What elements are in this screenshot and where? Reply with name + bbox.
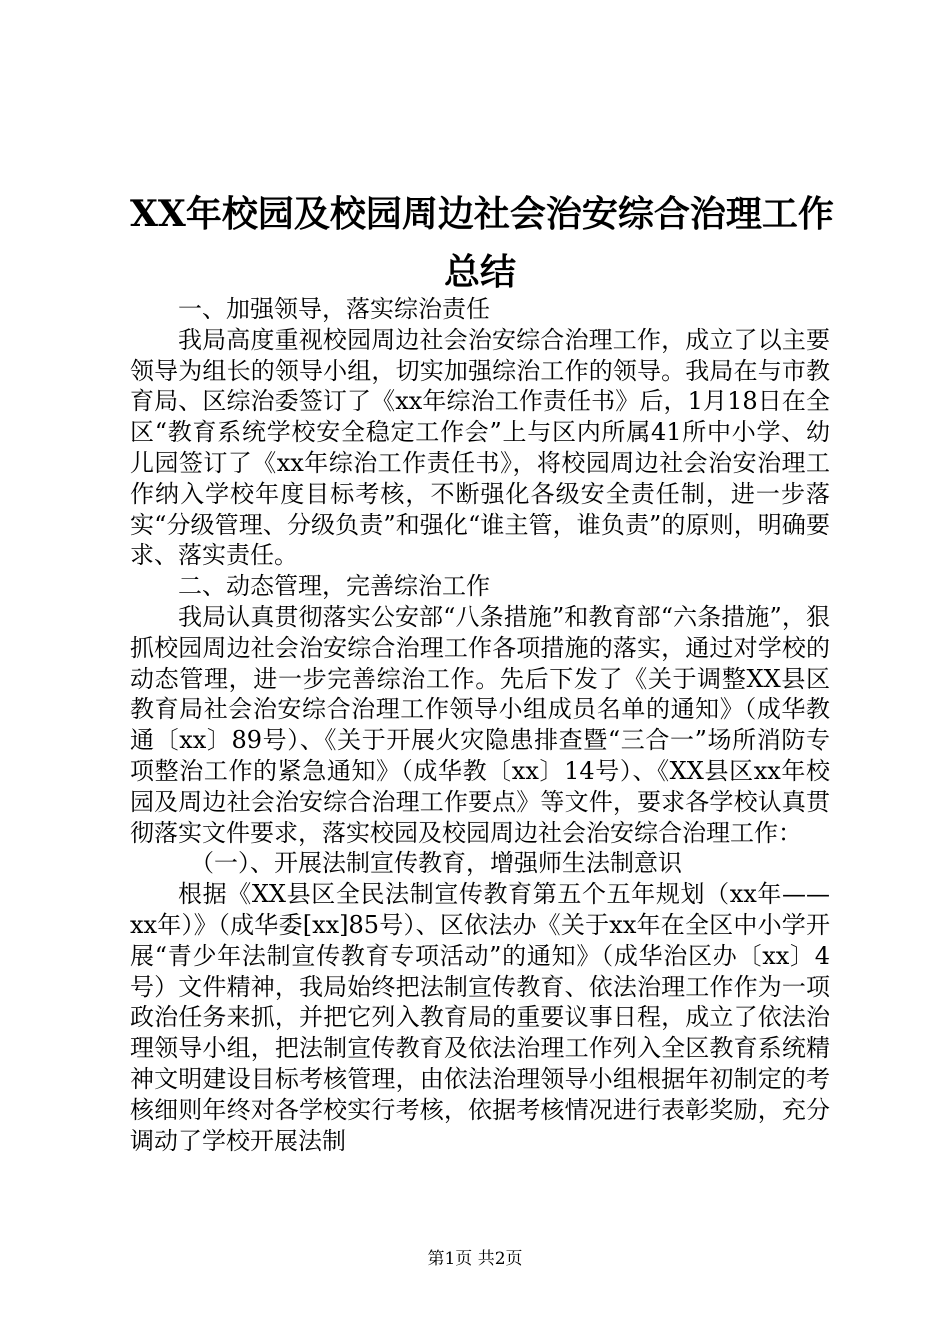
section2-heading: 二、动态管理，完善综治工作 xyxy=(178,572,490,601)
section2-paragraph: 我局认真贯彻落实公安部“八条措施”和教育部“六条措施”，狠抓校园周边社会治安综合治理工作各项措施的落实，通过对学校的动态管理，进一步完善综治工作。先后下发了《关于调整XX县区教育局社会治安综合治理工作领导小组成员名单的通知》（成华教通〔xx〕89号）、《关于开展火灾隐患排查暨“三合一”场所消防专项整治工作的紧急通知》（成华教〔xx〕14号）、《XX县区xx年校园及周边社会治安综合治理工作要点》等文件，要求各学校认真贯彻落实文件要求，落实校园及校园周边社会治安综合治理工作： xyxy=(130,602,830,847)
section1-heading: 一、加强领导，落实综治责任 xyxy=(178,295,490,323)
document-body xyxy=(130,294,830,1156)
document-title-line2: 总结 xyxy=(443,251,516,293)
subsection1-paragraph: 根据《XX县区全民法制宣传教育第五个五年规划（xx年——xx年）》（成华委[xx]85号）、区依法办《关于xx年在全区中小学开展“青少年法制宣传教育专项活动”的通知》（成华治区办〔xx〕4号）文件精神，我局始终把法制宣传教育、依法治理工作作为一项政治任务来抓，并把它列入教育局的重要议事日程，成立了依法治理领导小组，把法制宣传教育及依法治理工作列入全区教育系统精神文明建设目标考核管理，由依法治理领导小组根据年初制定的考核细则年终对各学校实行考核，依据考核情况进行表彰奖励，充分调动了学校开展法制 xyxy=(130,880,830,1155)
page-footer: 第1页 共2页 xyxy=(427,1249,523,1269)
section1-paragraph: 我局高度重视校园周边社会治安综合治理工作，成立了以主要领导为组长的领导小组，切实加强综治工作的领导。我局在与市教育局、区综治委签订了《xx年综治工作责任书》后，1月18日在全区“教育系统学校安全稳定工作会”上与区内所属41所中小学、幼儿园签订了《xx年综治工作责任书》，将校园周边社会治安治理工作纳入学校年度目标考核，不断强化各级安全责任制，进一步落实“分级管理、分级负责”和强化“谁主管，谁负责”的原则，明确要求、落实责任。 xyxy=(130,325,830,570)
subsection1-heading: （一）、开展法制宣传教育，增强师生法制意识 xyxy=(190,849,682,878)
document-title-line1: XX年校园及校园周边社会治安综合治理工作 xyxy=(130,193,834,235)
